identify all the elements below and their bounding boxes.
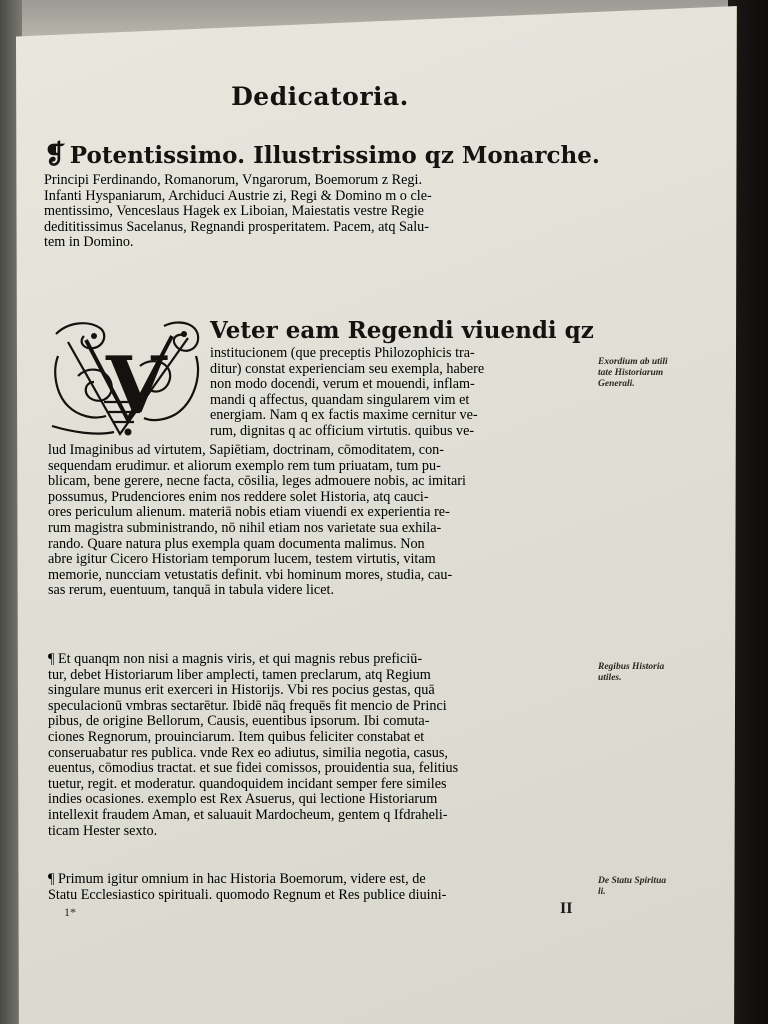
dedication-line: Infanti Hyspaniarum, Archiduci Austrie zi, Regi & Domino m o cle- [44,187,432,204]
text-line: institucionem (que preceptis Philozophicis tra- [210,345,475,361]
dedication-line: dedititissimus Sacelanus, Regnandi prosperitatem. Pacem, atq Salu- [44,218,429,235]
signature-mark: 1* [64,905,76,919]
marginal-note-de-statu [598,876,696,898]
text-line: euentus, cōmodius tractat. et sue fidei comissos, prouidentia sua, felitius [48,760,459,777]
initial-letter: V [106,340,167,431]
text-line: ticam Hester sexto. [48,822,158,839]
marginal-line: utiles. [598,673,622,683]
text-line: intellexit fraudem Aman, et saluauit Mardocheum, gentem q Ifdraheli- [48,806,448,823]
dedication-block [44,140,604,251]
marginal-line: Regibus Historia [598,662,665,672]
text-line: tur, debet Historiarum liber amplecti, tamen preclarum, atq Regium [48,666,431,683]
paragraph1-heading: Veter eam Regendi viuendi qz [210,317,594,344]
text-line: ciones Regnorum, prouinciarum. Item quibus feliciter constabat et [48,728,425,745]
dedication-line: tem in Domino. [44,234,134,251]
paragraph1-indented-text [210,346,596,440]
text-line: abre igitur Cicero Historiam temporum lucem, testem virtutis, vitam [48,551,436,568]
text-line: rando. Quare natura plus exempla quam documenta malimus. Non [48,535,425,552]
paragraph3-text [48,872,596,903]
text-line: ditur) constat experienciam seu exempla, habere [210,360,485,377]
text-line: pibus, de origine Bellorum, Causis, euentibus ipsorum. Ibi comuta- [48,713,430,730]
text-line: tuetur, regit. et moderatur. quandoquidem incidant semper fere similes [48,775,447,792]
text-line: mandi q affectus, quandam singularem vim et [210,391,470,408]
text-line: ores periculum alienum. materiā nobis etiam viuendi ex experientia re- [48,504,450,521]
marginal-line: Exordium ab utili [598,357,668,367]
text-line: sas rerum, euentuum, tanquā in tabula videre licet. [48,582,335,599]
dedication-line: Principi Ferdinando, Romanorum, Vngarorum, Boemorum z Regi. [44,172,423,188]
dedication-title [44,140,604,171]
page-header: Dedicatoria. [231,82,409,111]
text-line: ¶ Primum igitur omnium in hac Historia Boemorum, videre est, de [48,871,426,887]
text-line: non modo docendi, verum et mouendi, inflam- [210,376,475,393]
text-line: lud Imaginibus ad virtutem, Sapiētiam, doctrinam, cōmoditatem, con- [48,442,444,458]
text-line: sequendam erudimur. et aliorum exemplo rem tum priuatam, tum pu- [48,457,441,474]
text-line: indies ocasiones. exemplo est Rex Asuerus, qui lectione Historiarum [48,791,438,808]
dedication-text [44,173,604,251]
text-line: conseruabatur res publica. vnde Rex eo adiutus, similia negotia, casus, [48,744,448,761]
decorated-initial-v [48,316,206,440]
marginal-note-regibus [598,662,696,684]
dedication-title-text: Potentissimo. Illustrissimo qz Monarche. [69,142,600,169]
marginal-line: tate Historiarum [598,368,664,378]
marginal-line: Generali. [598,379,635,389]
catchword: II [560,900,573,917]
text-line: energiam. Nam q ex factis maxime cernitur ve- [210,407,478,424]
text-line: singulare munus erit exerceri in Historijs. Vbi res pocius gestas, quā [48,682,435,699]
text-line: rum magistra subministrando, nō nihil etiam nos varietate sua exhila- [48,519,442,536]
marginal-line: li. [598,887,606,897]
marginal-note-exordium [598,357,696,390]
pilcrow-icon: ❡ [44,140,66,170]
marginal-line: De Statu Spiritua [598,876,667,886]
text-line: rum, dignitas q ac officium virtutis. quibus ve- [210,422,475,439]
text-line: ¶ Et quanqm non nisi a magnis viris, et qui magnis rebus preficiū- [48,651,423,667]
paragraph2-text [48,652,596,839]
text-line: Statu Ecclesiastico spirituali. quomodo Regnum et Res publice diuini- [48,886,447,903]
paragraph1-text [48,443,596,599]
dedication-line: mentissimo, Venceslaus Hagek ex Liboian, Maiestatis vestre Regie [44,203,424,220]
text-line: speculacionū vmbras sectarētur. Ibidē nāq frequēs fit mencio de Princi [48,697,447,714]
text-line: possumus, Prudenciores enim nos reddere solet Historia, atq cauci- [48,488,429,505]
text-line: memorie, nuncciam vetustatis definit. vbi hominum mores, studia, cau- [48,566,453,583]
text-line: blicam, bene gerere, necne facta, cōsilia, leges admouere nobis, ac imitari [48,473,466,490]
